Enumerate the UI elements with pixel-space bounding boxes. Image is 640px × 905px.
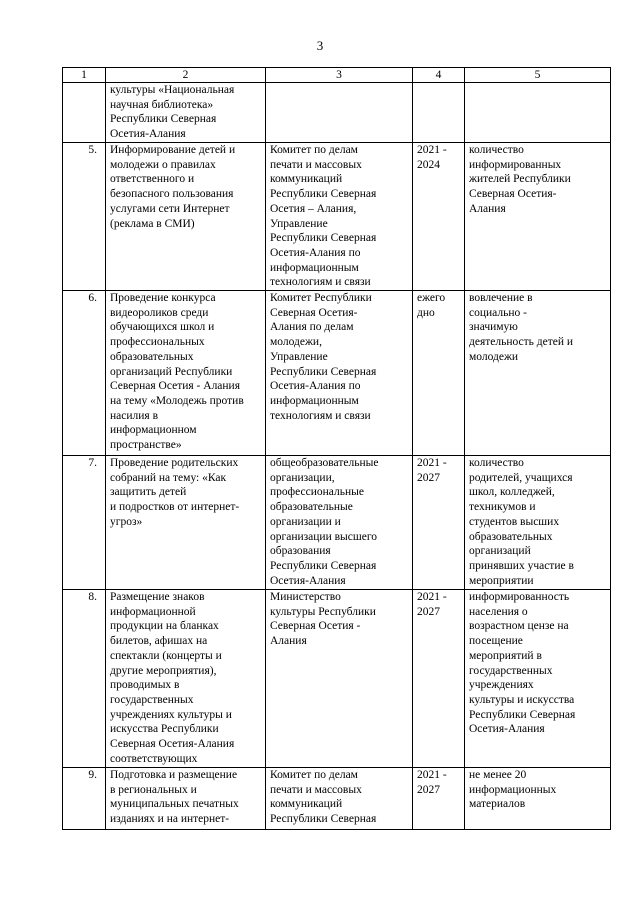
executor-cell: Министерство культуры Республики Северная Осетия - Алания xyxy=(266,590,413,768)
header-cell-4: 4 xyxy=(413,68,465,83)
action-cell: Проведение родительских собраний на тему: «Как защитить детей и подростков от интернет- угроз» xyxy=(106,456,266,590)
executor-cell: Комитет по делам печати и массовых коммуникаций Республики Северная xyxy=(266,768,413,830)
table-row xyxy=(63,590,611,768)
table-row xyxy=(63,291,611,456)
result-cell: вовлечение в социально - значимую деятельность детей и молодежи xyxy=(465,291,611,456)
term-cell: 2021 - 2024 xyxy=(413,143,465,291)
executor-cell: общеобразовательные организации, профессиональные образовательные организации и организации высшего образования Республики Северная Осетия-Алания xyxy=(266,456,413,590)
header-cell-1: 1 xyxy=(63,68,106,83)
term-cell: 2021 - 2027 xyxy=(413,590,465,768)
table-row xyxy=(63,143,611,291)
action-cell: Проведение конкурса видеороликов среди обучающихся школ и профессиональных образовательных организаций Республики Северная Осетия - Алания на тему «Молодежь против насилия в информационном пространстве» xyxy=(106,291,266,456)
table-header-row xyxy=(63,68,611,83)
row-number: 6. xyxy=(63,291,106,456)
executor-cell: Комитет по делам печати и массовых коммуникаций Республики Северная Осетия – Алания, Управление Республики Северная Осетия-Алания по информационным технологиям и связи xyxy=(266,143,413,291)
action-cell: Информирование детей и молодежи о правилах ответственного и безопасного пользования услугами сети Интернет (реклама в СМИ) xyxy=(106,143,266,291)
header-cell-5: 5 xyxy=(465,68,611,83)
row-number xyxy=(63,83,106,143)
action-cell: культуры «Национальная научная библиотека» Республики Северная Осетия-Алания xyxy=(106,83,266,143)
term-cell xyxy=(413,83,465,143)
page-number: 3 xyxy=(316,38,324,53)
action-cell: Подготовка и размещение в региональных и муниципальных печатных изданиях и на интернет- xyxy=(106,768,266,830)
term-cell: 2021 - 2027 xyxy=(413,768,465,830)
term-cell: 2021 - 2027 xyxy=(413,456,465,590)
result-cell xyxy=(465,83,611,143)
result-cell: информированность населения о возрастном цензе на посещение мероприятий в государственных учреждениях культуры и искусства Республики Северная Осетия-Алания xyxy=(465,590,611,768)
action-cell: Размещение знаков информационной продукции на бланках билетов, афишах на спектакли (концерты и другие мероприятия), проводимых в государственных учреждениях культуры и искусства Республики Северная Осетия-Алания соответствующих xyxy=(106,590,266,768)
table-row xyxy=(63,768,611,830)
table-row xyxy=(63,456,611,590)
header-cell-2: 2 xyxy=(106,68,266,83)
row-number: 5. xyxy=(63,143,106,291)
executor-cell xyxy=(266,83,413,143)
term-cell: ежего дно xyxy=(413,291,465,456)
row-number: 9. xyxy=(63,768,106,830)
result-cell: не менее 20 информационных материалов xyxy=(465,768,611,830)
executor-cell: Комитет Республики Северная Осетия- Алания по делам молодежи, Управление Республики Северная Осетия-Алания по информационным технологиям и связи xyxy=(266,291,413,456)
result-cell: количество информированных жителей Республики Северная Осетия- Алания xyxy=(465,143,611,291)
table-row xyxy=(63,83,611,143)
result-cell: количество родителей, учащихся школ, колледжей, техникумов и студентов высших образовательных организаций принявших участие в мероприятии xyxy=(465,456,611,590)
row-number: 8. xyxy=(63,590,106,768)
header-cell-3: 3 xyxy=(266,68,413,83)
measures-table xyxy=(62,67,611,830)
row-number: 7. xyxy=(63,456,106,590)
